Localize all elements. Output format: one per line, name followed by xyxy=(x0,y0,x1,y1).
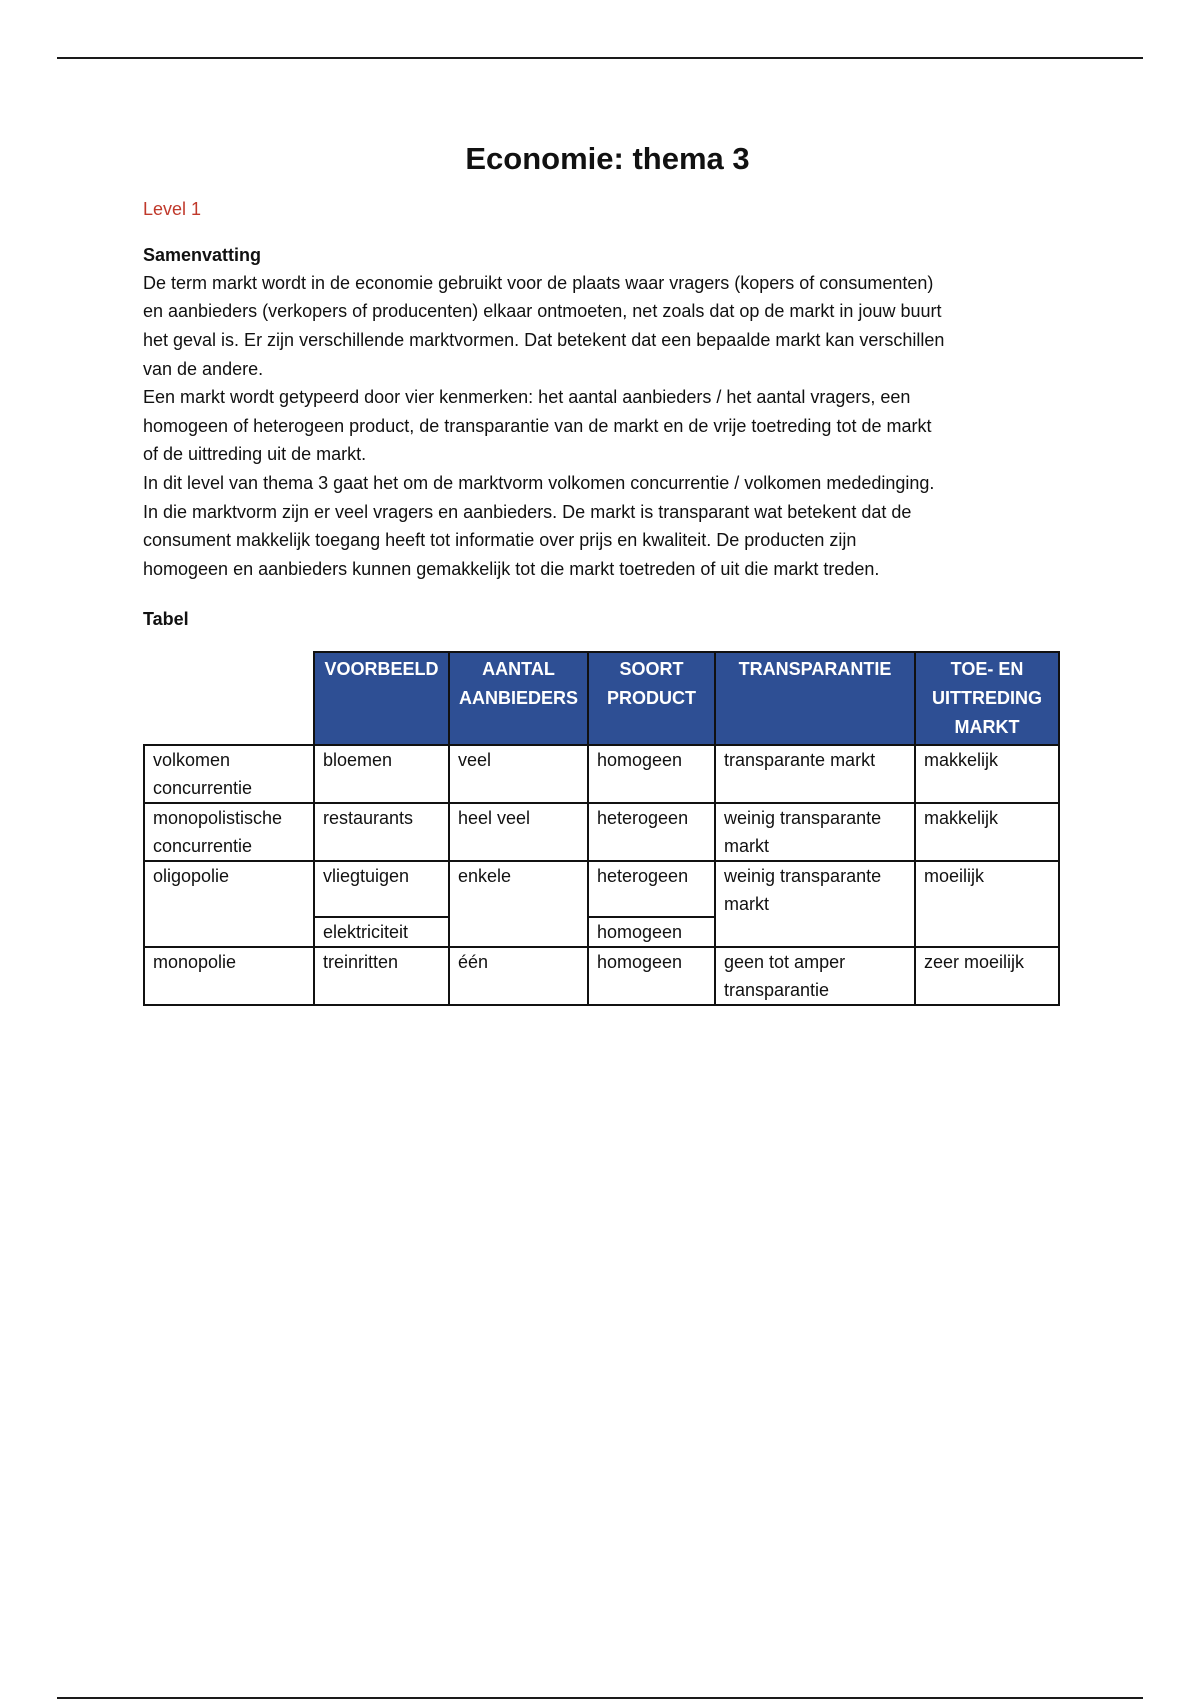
table-row-monopolistische-concurrentie xyxy=(144,803,1059,861)
cell-marktvorm: oligopolie xyxy=(144,861,314,947)
cell-aantal: veel xyxy=(449,745,588,803)
footer-rule xyxy=(57,1697,1143,1699)
cell-soort: homogeen xyxy=(588,947,715,1005)
cell-aantal: heel veel xyxy=(449,803,588,861)
cell-marktvorm: monopolie xyxy=(144,947,314,1005)
summary-line: In dit level van thema 3 gaat het om de marktvorm volkomen concurrentie / volkomen mededinging. xyxy=(143,472,935,493)
cell-toetreding: makkelijk xyxy=(915,745,1059,803)
market-forms-table xyxy=(143,651,1060,1006)
cell-marktvorm: volkomen concurrentie xyxy=(144,745,314,803)
summary-line: en aanbieders (verkopers of producenten) elkaar ontmoeten, net zoals dat op de markt in jouw buurt xyxy=(143,301,942,322)
cell-voorbeeld: treinritten xyxy=(314,947,449,1005)
cell-transparantie: weinig transparante markt xyxy=(715,803,915,861)
summary-line: homogeen en aanbieders kunnen gemakkelijk tot die markt toetreden of uit die markt treden. xyxy=(143,558,880,579)
summary-line: homogeen of heterogeen product, de transparantie van de markt en de vrije toetreding tot de markt xyxy=(143,415,932,436)
cell-soort: heterogeen xyxy=(588,803,715,861)
summary-line: In die marktvorm zijn er veel vragers en aanbieders. De markt is transparant wat betekent dat de xyxy=(143,501,912,522)
summary-line: het geval is. Er zijn verschillende marktvormen. Dat betekent dat een bepaalde markt kan verschillen xyxy=(143,329,945,350)
cell-voorbeeld: restaurants xyxy=(314,803,449,861)
table-header-row xyxy=(144,652,1059,745)
cell-voorbeeld: elektriciteit xyxy=(314,917,449,947)
cell-soort: homogeen xyxy=(588,745,715,803)
header-aantal-aanbieders: AANTAL AANBIEDERS xyxy=(449,652,588,745)
cell-soort: heterogeen xyxy=(588,861,715,917)
cell-aantal: enkele xyxy=(449,861,588,947)
cell-voorbeeld: vliegtuigen xyxy=(314,861,449,917)
cell-toetreding: zeer moeilijk xyxy=(915,947,1059,1005)
table-row-monopolie xyxy=(144,947,1059,1005)
cell-soort: homogeen xyxy=(588,917,715,947)
cell-toetreding: moeilijk xyxy=(915,861,1059,947)
table-row-volkomen-concurrentie xyxy=(144,745,1059,803)
header-rule xyxy=(57,57,1143,59)
summary-heading: Samenvatting xyxy=(143,244,262,265)
summary-line: consument makkelijk toegang heeft tot informatie over prijs en kwaliteit. De producten zijn xyxy=(143,530,857,551)
cell-marktvorm: monopolistische concurrentie xyxy=(144,803,314,861)
table-heading: Tabel xyxy=(143,609,189,630)
header-toe-en-uittreding: TOE- EN UITTREDING MARKT xyxy=(915,652,1059,745)
cell-transparantie: weinig transparante markt xyxy=(715,861,915,947)
cell-transparantie: geen tot amper transparantie xyxy=(715,947,915,1005)
header-soort-product: SOORT PRODUCT xyxy=(588,652,715,745)
document-body xyxy=(143,140,1058,1006)
page-title: Economie: thema 3 xyxy=(465,141,750,176)
table-row-oligopolie xyxy=(144,861,1059,917)
summary-line: of de uittreding uit de markt. xyxy=(143,444,367,465)
cell-toetreding: makkelijk xyxy=(915,803,1059,861)
table-header-empty xyxy=(144,652,314,745)
header-voorbeeld: VOORBEELD xyxy=(314,652,449,745)
level-label: Level 1 xyxy=(143,199,202,220)
cell-transparantie: transparante markt xyxy=(715,745,915,803)
cell-voorbeeld: bloemen xyxy=(314,745,449,803)
header-transparantie: TRANSPARANTIE xyxy=(715,652,915,745)
summary-line: Een markt wordt getypeerd door vier kenmerken: het aantal aanbieders / het aantal vragers, een xyxy=(143,387,911,408)
cell-aantal: één xyxy=(449,947,588,1005)
summary-text xyxy=(143,269,1058,584)
summary-line: De term markt wordt in de economie gebruikt voor de plaats waar vragers (kopers of consumenten) xyxy=(143,272,934,293)
summary-line: van de andere. xyxy=(143,358,264,379)
